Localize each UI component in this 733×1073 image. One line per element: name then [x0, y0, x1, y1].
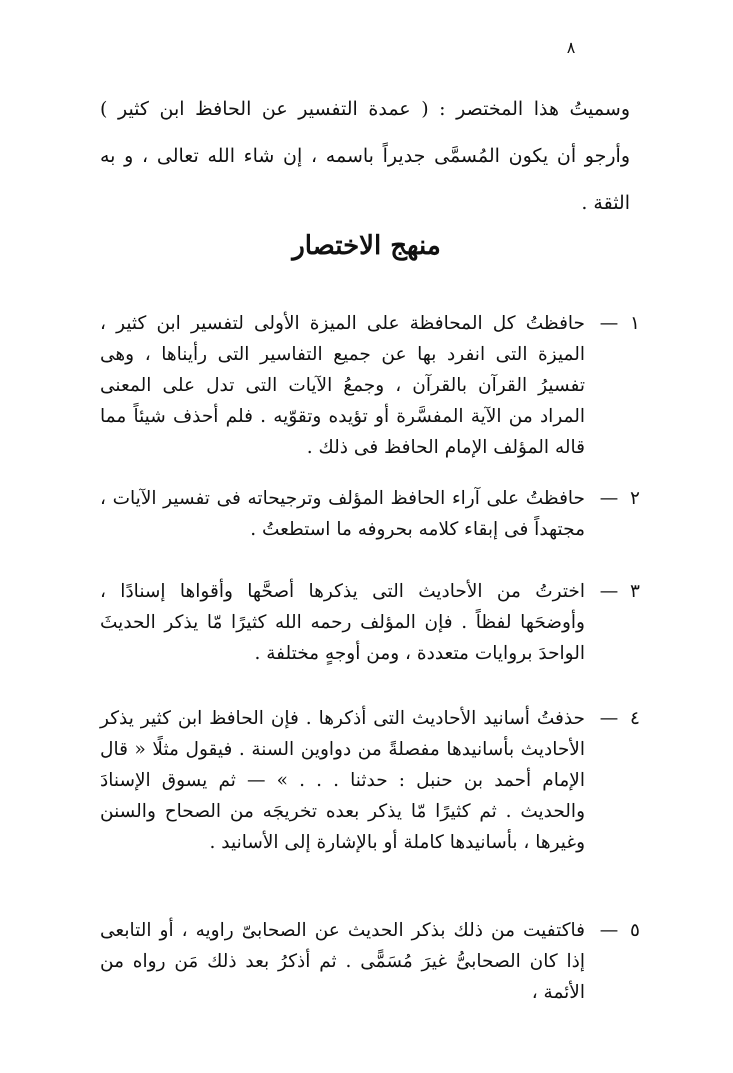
item-text: اخترتُ من الأحاديث التى يذكرها أصحَّها وأقواها إسنادًا ، وأوضحَها لفظاً . فإن المؤلف رحمه الله كثيرًا مّا يذكر الحديثَ الواحدَ بروايات متعددة ، ومن أوجهٍ مختلفة . — [100, 581, 585, 664]
item-text: فاكتفيت من ذلك بذكر الحديث عن الصحابىّ راويه ، أو التابعى إذا كان الصحابىُّ غيرَ مُسَمًّى . ثم أذكرُ بعد ذلك مَن رواه من الأئمة ، — [100, 920, 585, 1003]
item-number: ١ — [630, 313, 640, 334]
item-dash: — — [599, 920, 619, 941]
item-number: ٢ — [630, 488, 640, 509]
list-item — [100, 703, 645, 858]
item-dash: — — [599, 708, 619, 729]
item-text: حافظتُ على آراء الحافظ المؤلف وترجيحاته فى تفسير الآيات ، مجتهداً فى إبقاء كلامه بحروفه ما استطعتُ . — [100, 488, 585, 540]
page-number: ٨ — [566, 38, 576, 57]
item-dash: — — [599, 581, 619, 602]
intro-text: وسميتُ هذا المختصر : ( عمدة التفسير عن الحافظ ابن كثير ) وأرجو أن يكون المُسمَّى جديراً باسمه ، إن شاء الله تعالى ، و به الثقة . — [100, 98, 630, 214]
item-text: حافظتُ كل المحافظة على الميزة الأولى لتفسير ابن كثير ، الميزة التى انفرد بها عن جميع التفاسير التى رأيناها ، وهى تفسيرُ القرآن بالقرآن ، وجمعُ الآيات التى تدل على المعنى المراد من الآية المفسَّرة أو تؤيده وتقوّيه . فلم أحذف شيئاً مما قاله المؤلف الإمام الحافظ فى ذلك . — [100, 313, 585, 458]
item-dash: — — [599, 313, 619, 334]
item-number: ٣ — [630, 581, 640, 602]
item-number: ٥ — [630, 920, 640, 941]
list-item — [100, 308, 645, 463]
list-item — [100, 576, 645, 669]
list-item — [100, 483, 645, 545]
item-text: حذفتُ أسانيد الأحاديث التى أذكرها . فإن الحافظ ابن كثير يذكر الأحاديث بأسانيدها مفصلةً من دواوين السنة . فيقول مثلًا « قال الإمام أحمد بن حنبل : حدثنا . . . » — ثم يسوق الإسنادَ والحديث . ثم كثيرًا مّا يذكر بعده تخريجَه من الصحاح والسنن وغيرها ، بأسانيدها كاملة أو بالإشارة إلى الأسانيد . — [100, 708, 585, 853]
section-heading: منهج الاختصار — [292, 231, 441, 261]
intro-paragraph — [100, 86, 630, 227]
list-item — [100, 915, 645, 1008]
item-number: ٤ — [630, 708, 640, 729]
item-dash: — — [599, 488, 619, 509]
